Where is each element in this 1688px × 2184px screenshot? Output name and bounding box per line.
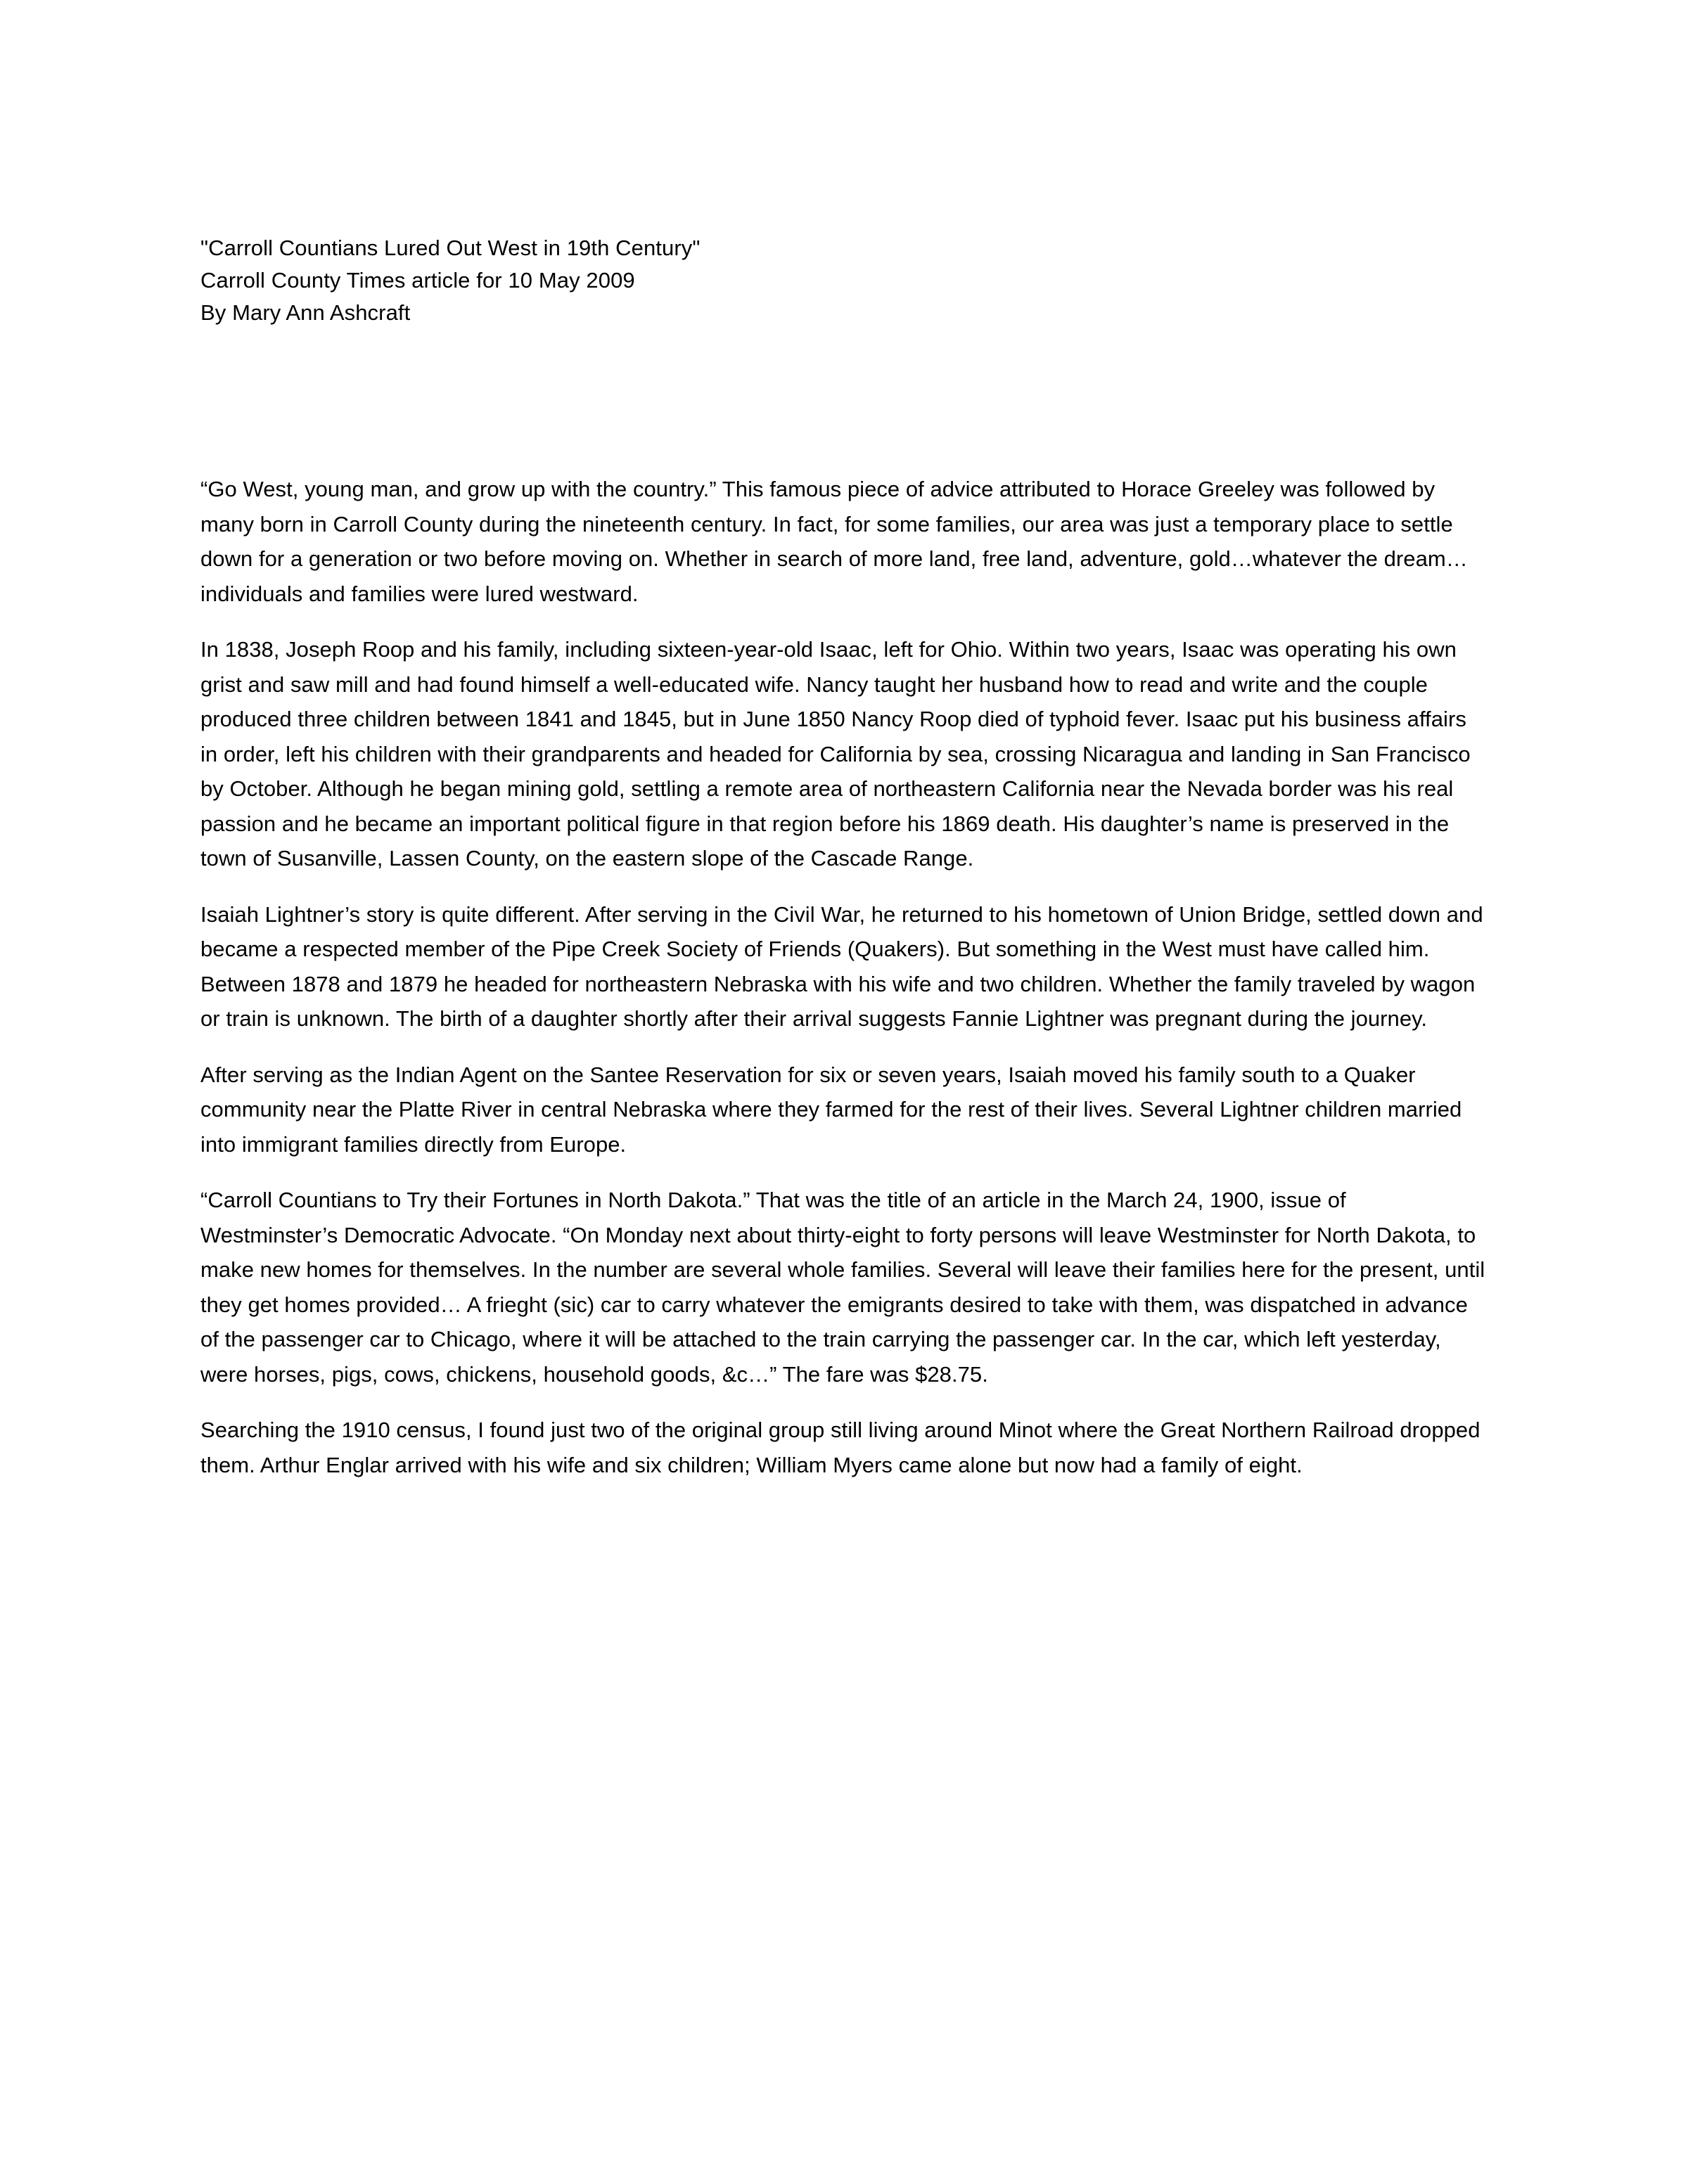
paragraph-5: “Carroll Countians to Try their Fortunes in North Dakota.” That was the title of an article in the March 24, 1900, issue of Westminster’s Democratic Advocate. “On Monday next about thirty-eight to forty persons will leave Westminster for North Dakota, to make new homes for themselves. In the number are several whole families. Several will leave their families here for the present, until they get homes provided… A frieght (sic) car to carry whatever the emigrants desired to take with them, was dispatched in advance of the passenger car to Chicago, where it will be attached to the train carrying the passenger car. In the car, which left yesterday, were horses, pigs, cows, chickens, household goods, &c…” The fare was $28.75. <box>200 1188 1485 1387</box>
article-source: Carroll County Times article for 10 May 2009 <box>200 268 635 293</box>
paragraph-spacer <box>200 1392 1488 1413</box>
paragraph-3: Isaiah Lightner’s story is quite different. After serving in the Civil War, he returned to his hometown of Union Bridge, settled down and became a respected member of the Pipe Creek Society of Friends (Quakers). But something in the West must have called him. Between 1878 and 1879 he headed for northeastern Nebraska with his wife and two children. Whether the family traveled by wagon or train is unknown. The birth of a daughter shortly after their arrival suggests Fannie Lightner was pregnant during the journey. <box>200 901 1483 1031</box>
paragraph-spacer <box>200 1162 1488 1183</box>
paragraph-spacer <box>200 611 1488 632</box>
paragraph-spacer <box>200 876 1488 897</box>
heading-spacer <box>200 329 1488 472</box>
document-body <box>200 232 1488 1482</box>
paragraph-4: After serving as the Indian Agent on the Santee Reservation for six or seven years, Isaiah moved his family south to a Quaker community near the Platte River in central Nebraska where they farmed for the rest of their lives. Several Lightner children married into immigrant families directly from Europe. <box>200 1062 1462 1157</box>
article-byline: By Mary Ann Ashcraft <box>200 300 411 325</box>
paragraph-6: Searching the 1910 census, I found just two of the original group still living around Minot where the Great Northern Railroad dropped them. Arthur Englar arrived with his wife and six children; William Myers came alone but now had a family of eight. <box>200 1418 1481 1477</box>
article-title: "Carroll Countians Lured Out West in 19th Century" <box>200 236 701 260</box>
article-heading <box>200 232 1488 329</box>
paragraph-1: “Go West, young man, and grow up with the country.” This famous piece of advice attributed to Horace Greeley was followed by many born in Carroll County during the nineteenth century. In fact, for some families, our area was just a temporary place to settle down for a generation or two before moving on. Whether in search of more land, free land, adventure, gold…whatever the dream…individuals and families were lured westward. <box>200 477 1468 606</box>
paragraph-2: In 1838, Joseph Roop and his family, including sixteen-year-old Isaac, left for Ohio. Within two years, Isaac was operating his own grist and saw mill and had found himself a well-educated wife. Nancy taught her husband how to read and write and the couple produced three children between 1841 and 1845, but in June 1850 Nancy Roop died of typhoid fever. Isaac put his business affairs in order, left his children with their grandparents and headed for California by sea, crossing Nicaragua and landing in San Francisco by October. Although he began mining gold, settling a remote area of northeastern California near the Nevada border was his real passion and he became an important political figure in that region before his 1869 death. His daughter’s name is preserved in the town of Susanville, Lassen County, on the eastern slope of the Cascade Range. <box>200 637 1471 871</box>
paragraph-spacer <box>200 1036 1488 1058</box>
